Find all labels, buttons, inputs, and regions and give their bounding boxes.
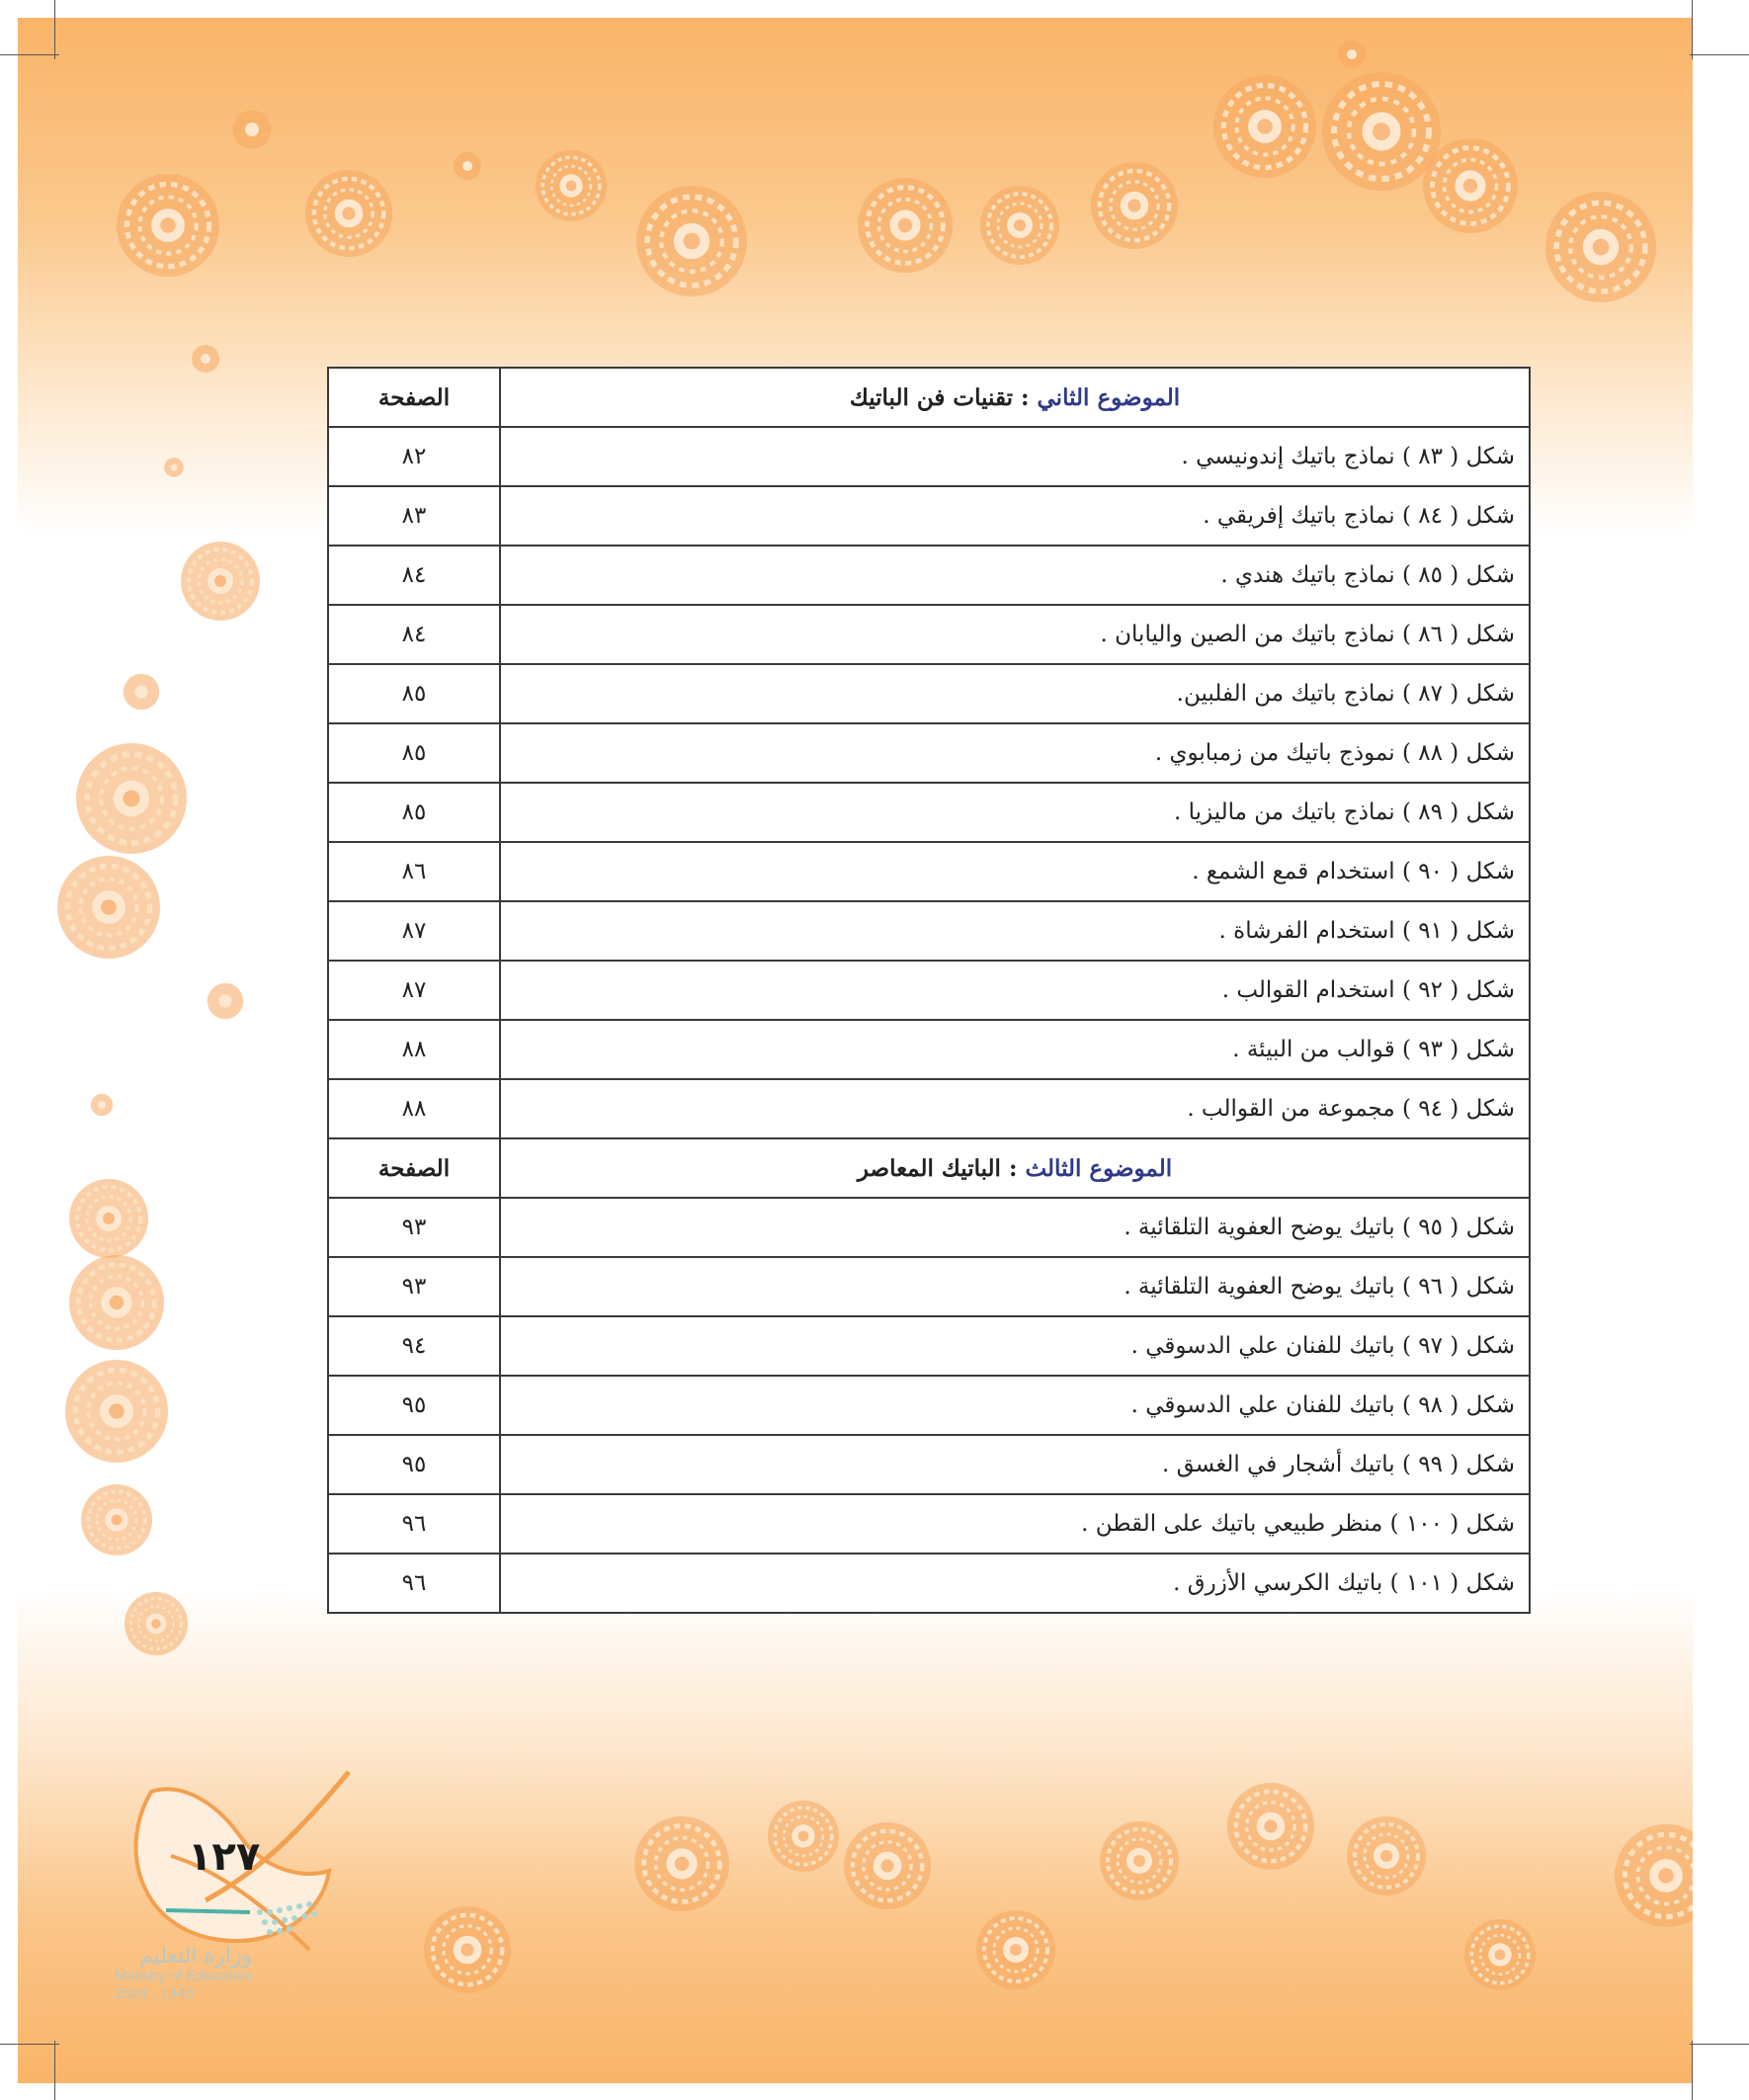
- table-row: [328, 1376, 1530, 1435]
- page-number-cell: ٩٣: [328, 1257, 500, 1316]
- page-number-cell: ٨٥: [328, 723, 500, 783]
- page-number-cell: ٩٦: [328, 1554, 500, 1613]
- crop-mark: [0, 54, 59, 55]
- figure-caption: شكل ( ٨٩ ) نماذج باتيك من ماليزيا .: [500, 783, 1530, 842]
- page-number-cell: ٩٤: [328, 1316, 500, 1376]
- page-number-cell: ٩٥: [328, 1435, 500, 1494]
- page-number-cell: ٨٦: [328, 842, 500, 901]
- ministry-arabic: وزارة التعليم: [138, 1943, 253, 1968]
- table-row: [328, 427, 1530, 486]
- table-row: [328, 486, 1530, 546]
- topic-title: الباتيك المعاصر: [857, 1154, 1001, 1182]
- section-title-cell: الموضوع الثالث : الباتيك المعاصر: [500, 1138, 1530, 1198]
- page-number-cell: ٨٥: [328, 664, 500, 723]
- page-number-cell: ٨٢: [328, 427, 500, 486]
- table-row: [328, 1257, 1530, 1316]
- figure-caption: شكل ( ٨٧ ) نماذج باتيك من الفلبين.: [500, 664, 1530, 723]
- table-row: [328, 1079, 1530, 1138]
- crop-mark: [1690, 2044, 1749, 2045]
- figure-caption: شكل ( ٩٦ ) باتيك يوضح العفوية التلقائية .: [500, 1257, 1530, 1316]
- page-number-cell: ٨٧: [328, 901, 500, 961]
- table-row: [328, 1435, 1530, 1494]
- section-header-row: [328, 1138, 1530, 1198]
- table-row: [328, 605, 1530, 664]
- crop-mark: [1692, 0, 1693, 59]
- figure-caption: شكل ( ٩٥ ) باتيك يوضح العفوية التلقائية .: [500, 1198, 1530, 1257]
- table-row: [328, 961, 1530, 1020]
- crop-mark: [0, 2044, 59, 2045]
- table-row: [328, 901, 1530, 961]
- figure-caption: شكل ( ٨٨ ) نموذج باتيك من زمبابوي .: [500, 723, 1530, 783]
- figure-caption: شكل ( ٨٣ ) نماذج باتيك إندونيسي .: [500, 427, 1530, 486]
- figure-caption: شكل ( ٩٣ ) قوالب من البيئة .: [500, 1020, 1530, 1079]
- table-row: [328, 723, 1530, 783]
- page-number-cell: ٩٥: [328, 1376, 500, 1435]
- crop-mark: [1690, 54, 1749, 55]
- table-row: [328, 1494, 1530, 1554]
- edition-year: 2024 - 1446: [115, 1984, 195, 2002]
- section-header-row: [328, 368, 1530, 427]
- page-column-header: الصفحة: [328, 368, 500, 427]
- table-row: [328, 1198, 1530, 1257]
- figure-caption: شكل ( ٩٠ ) استخدام قمع الشمع .: [500, 842, 1530, 901]
- figure-caption: شكل ( ٩١ ) استخدام الفرشاة .: [500, 901, 1530, 961]
- page-number: ١٢٧: [188, 1834, 261, 1880]
- table-row: [328, 664, 1530, 723]
- ministry-english: Ministry of Education: [115, 1968, 253, 1985]
- topic-title: تقنيات فن الباتيك: [849, 383, 1013, 411]
- page-sheet: [18, 18, 1693, 2083]
- topic-label: الموضوع الثاني: [1037, 383, 1181, 411]
- table-row: [328, 1020, 1530, 1079]
- table-row: [328, 1554, 1530, 1613]
- figure-caption: شكل ( ٩٤ ) مجموعة من القوالب .: [500, 1079, 1530, 1138]
- page-column-header: الصفحة: [328, 1138, 500, 1198]
- figure-caption: شكل ( ٨٦ ) نماذج باتيك من الصين واليابان .: [500, 605, 1530, 664]
- table-row: [328, 783, 1530, 842]
- section-title-cell: الموضوع الثاني : تقنيات فن الباتيك: [500, 368, 1530, 427]
- table-row: [328, 546, 1530, 605]
- page-number-cell: ٨٤: [328, 605, 500, 664]
- contents-table: [327, 367, 1531, 1614]
- page-number-cell: ٨٨: [328, 1079, 500, 1138]
- page-number-cell: ٨٤: [328, 546, 500, 605]
- ministry-watermark: [115, 1943, 252, 2002]
- page-number-cell: ٨٨: [328, 1020, 500, 1079]
- page-number-cell: ٩٦: [328, 1494, 500, 1554]
- figure-caption: شكل ( ٨٤ ) نماذج باتيك إفريقي .: [500, 486, 1530, 546]
- figure-caption: شكل ( ١٠٠ ) منظر طبيعي باتيك على القطن .: [500, 1494, 1530, 1554]
- figure-caption: شكل ( ٨٥ ) نماذج باتيك هندي .: [500, 546, 1530, 605]
- figure-caption: شكل ( ٩٢ ) استخدام القوالب .: [500, 961, 1530, 1020]
- page-number-cell: ٨٣: [328, 486, 500, 546]
- figure-caption: شكل ( ١٠١ ) باتيك الكرسي الأزرق .: [500, 1554, 1530, 1613]
- topic-label: الموضوع الثالث: [1025, 1154, 1173, 1182]
- table-row: [328, 842, 1530, 901]
- figure-caption: شكل ( ٩٩ ) باتيك أشجار في الغسق .: [500, 1435, 1530, 1494]
- crop-mark: [54, 0, 55, 59]
- crop-mark: [1692, 2041, 1693, 2100]
- page-number-cell: ٨٥: [328, 783, 500, 842]
- page-number-cell: ٨٧: [328, 961, 500, 1020]
- figure-caption: شكل ( ٩٨ ) باتيك للفنان علي الدسوقي .: [500, 1376, 1530, 1435]
- figure-caption: شكل ( ٩٧ ) باتيك للفنان علي الدسوقي .: [500, 1316, 1530, 1376]
- page-number-cell: ٩٣: [328, 1198, 500, 1257]
- crop-mark: [54, 2041, 55, 2100]
- table-row: [328, 1316, 1530, 1376]
